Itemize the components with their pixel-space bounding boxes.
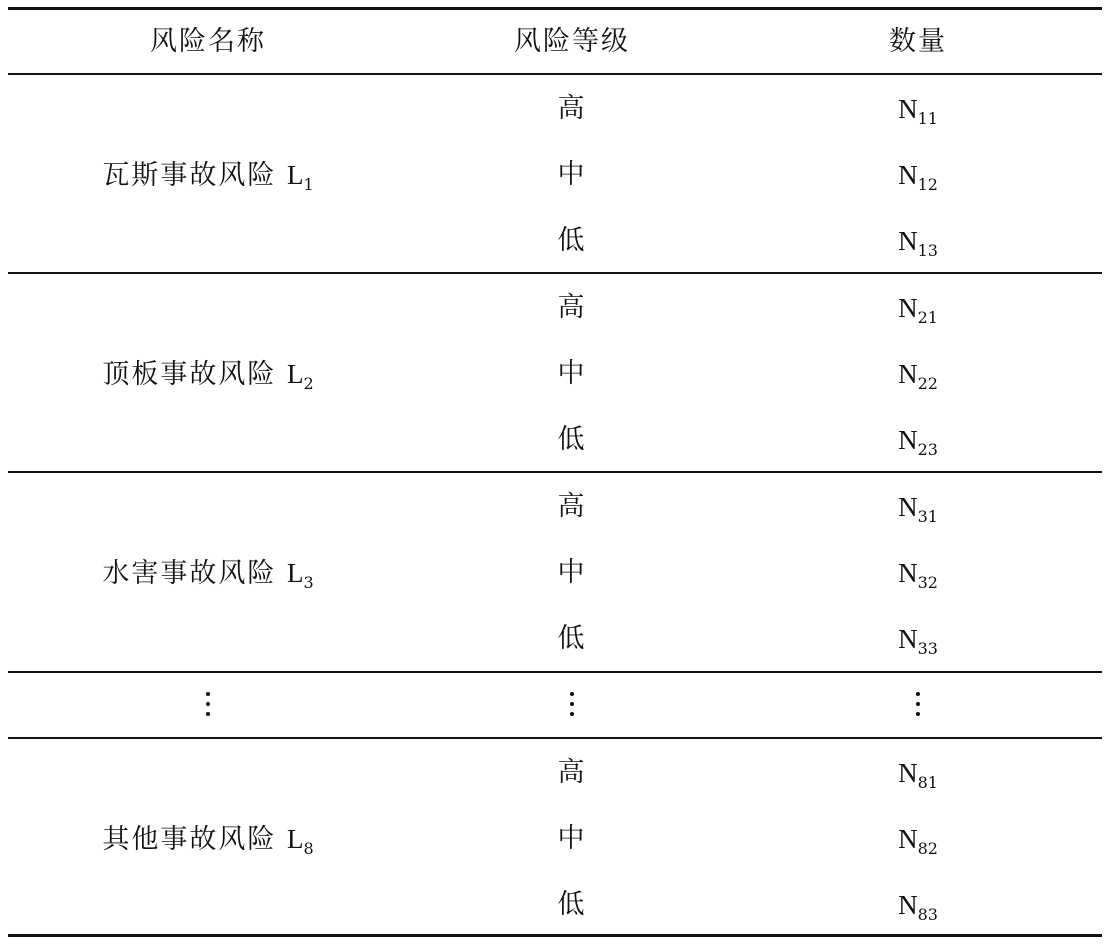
risk-level: 中 [557,823,587,854]
risk-symbol: L [286,824,304,854]
risk-symbol-sub: 3 [303,573,314,592]
risk-count: $N_{13}$ [898,226,938,260]
risk-symbol: L [286,160,304,190]
risk-count: $N_{11}$ [898,94,938,128]
risk-level: 低 [557,225,587,256]
risk-count: $N_{21}$ [898,293,938,327]
risk-count: $N_{22}$ [898,359,938,393]
risk-level: 中 [557,358,587,389]
risk-level: 高 [557,93,587,124]
risk-count: $N_{81}$ [898,758,938,792]
group-divider [8,272,1102,274]
risk-level: 中 [557,557,587,588]
risk-count: $N_{23}$ [898,425,938,459]
group-divider [8,671,1102,673]
group-divider [8,471,1102,473]
risk-level: 高 [557,757,587,788]
header-count: 数量 [889,26,947,57]
risk-count: $N_{82}$ [898,824,938,858]
risk-name: 水害事故风险 [102,558,277,589]
risk-level: 中 [557,159,587,190]
header-risk-level: 风险等级 [514,26,630,57]
header-risk-name: 风险名称 [150,26,266,57]
risk-count: $N_{83}$ [898,890,938,924]
risk-name-cell [102,155,313,195]
vertical-ellipsis-icon [570,692,574,718]
risk-level: 低 [557,623,587,654]
vertical-ellipsis-icon [916,692,920,718]
table-top-rule [8,7,1102,10]
risk-symbol-sub: 1 [303,175,314,194]
table-bottom-rule [8,934,1102,937]
risk-name-cell [102,553,313,593]
risk-count: $N_{31}$ [898,492,938,526]
risk-symbol-sub: 2 [303,374,314,393]
risk-level: 高 [557,491,587,522]
risk-count: $N_{33}$ [898,624,938,658]
header-bottom-rule [8,73,1102,75]
risk-count: $N_{12}$ [898,160,938,194]
risk-level: 高 [557,292,587,323]
risk-level: 低 [557,424,587,455]
vertical-ellipsis-icon [206,692,210,718]
risk-name-cell [102,354,313,394]
risk-name-cell [102,819,313,859]
risk-count: $N_{32}$ [898,558,938,592]
risk-level: 低 [557,889,587,920]
risk-symbol: L [286,359,304,389]
risk-name: 其他事故风险 [102,824,277,855]
risk-symbol-sub: 8 [303,839,314,858]
group-divider [8,737,1102,739]
risk-name: 瓦斯事故风险 [102,160,277,191]
risk-symbol: L [286,558,304,588]
risk-name: 顶板事故风险 [102,359,277,390]
